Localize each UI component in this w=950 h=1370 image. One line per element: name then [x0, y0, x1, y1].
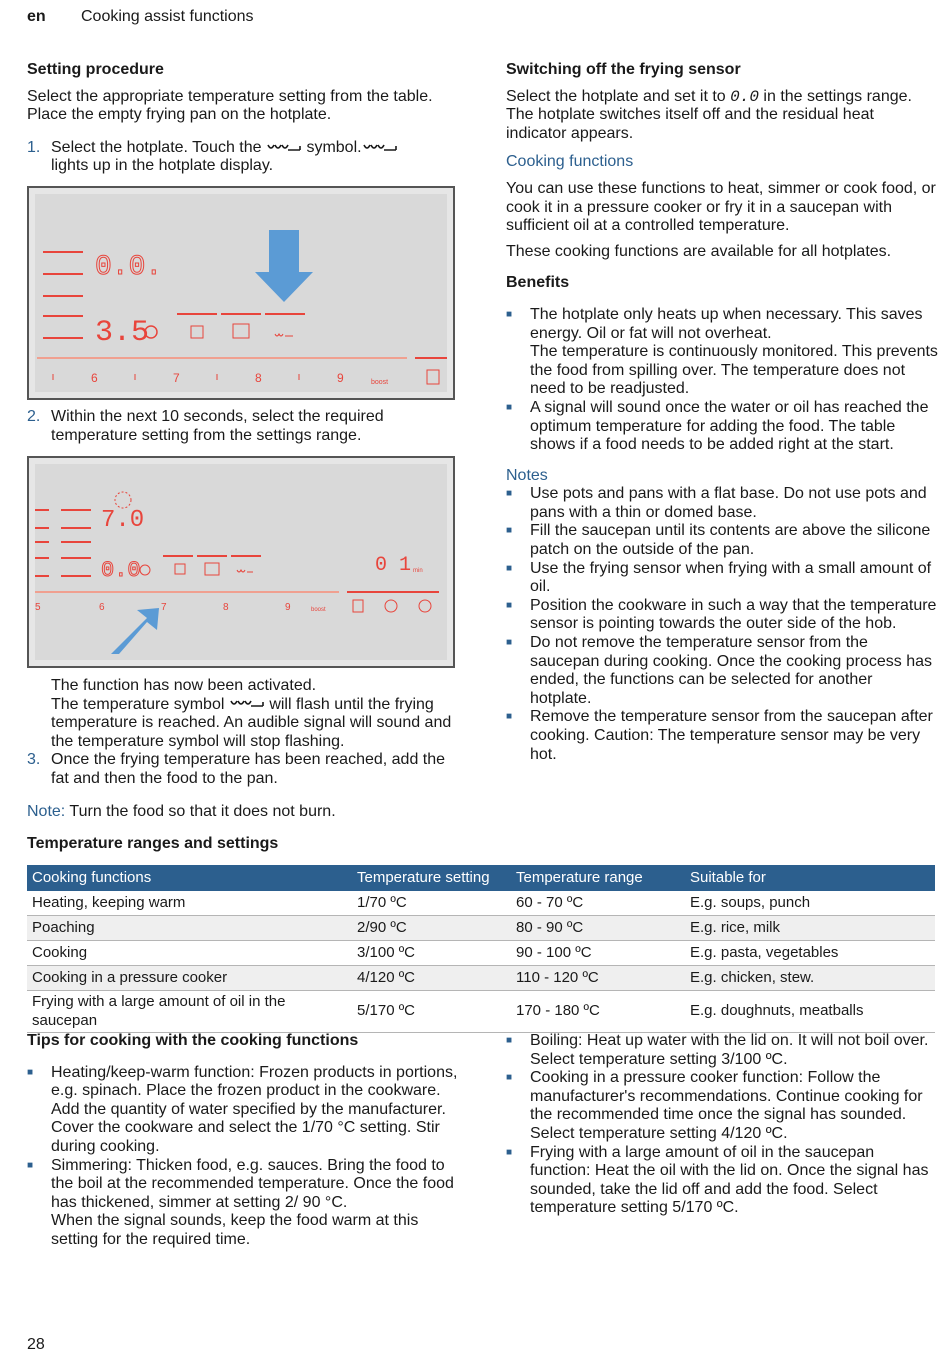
- step-2-block: [27, 408, 459, 445]
- table-cell: Cooking: [27, 941, 352, 966]
- setting-value: 0.0: [730, 87, 759, 106]
- switch-off-text-a: Select the hotplate and set it to: [506, 87, 726, 105]
- step-3: [27, 751, 459, 788]
- list-item: ■ Use the frying sensor when frying with a small amount of oil.: [506, 560, 938, 597]
- list-item: ■ Do not remove the temperature sensor from the saucepan during cooking. Once the cooking process has ended, the functions can be selected for another hotplate.: [506, 634, 938, 708]
- up-arrow-icon: [111, 608, 159, 654]
- note: [27, 803, 459, 822]
- cooking-functions-heading: Cooking functions: [506, 153, 634, 171]
- step-3-text: Once the frying temperature has been reached, add the fat and then the food to the pan.: [51, 751, 446, 787]
- list-item: ■ Position the cookware in such a way that the temperature sensor is pointing towards the outer side of the hob.: [506, 597, 938, 634]
- switch-off-heading: Switching off the frying sensor: [506, 61, 741, 78]
- list-item: ■ The hotplate only heats up when necessary. This saves energy. Oil or fat will not overheat. The temperature is continuously monitored. This prevents the food from spilling over. The temperature does not need to be readjusted.: [506, 306, 938, 399]
- list-item: ■ Frying with a large amount of oil in the saucepan function: Heat the oil with the lid on. Once the signal has sounded, take the lid off and add the food. Select temperature setting 5/170 ºC.: [506, 1144, 938, 1218]
- switch-off-text: [506, 88, 938, 144]
- scale-5: 5: [35, 602, 41, 613]
- table-cell: 90 - 100 ºC: [511, 941, 685, 966]
- panel-2-display: [29, 458, 453, 666]
- table-cell: 5/170 ºC: [352, 991, 511, 1033]
- table-cell: 110 - 120 ºC: [511, 966, 685, 991]
- boost-label: boost: [371, 379, 389, 386]
- step-1: [27, 139, 459, 176]
- temperature-symbol-text-a: The temperature symbol: [51, 695, 225, 713]
- table-header-row: [27, 865, 935, 891]
- setting-procedure-section: [27, 61, 459, 176]
- activation-block: [27, 677, 459, 854]
- column-header: Temperature setting: [352, 865, 511, 891]
- cooking-functions-text-2: These cooking functions are available for all hotplates.: [506, 242, 892, 260]
- list-item: ■ Boiling: Heat up water with the lid on. It will not boil over. Select temperature setting 3/100 ºC.: [506, 1032, 938, 1069]
- table-cell: 2/90 ºC: [352, 916, 511, 941]
- column-header: Temperature range: [511, 865, 685, 891]
- column-header: Suitable for: [685, 865, 935, 891]
- hourglass-icon: [353, 600, 363, 612]
- note-text: Turn the food so that it does not burn.: [69, 802, 336, 820]
- table-cell: E.g. pasta, vegetables: [685, 941, 935, 966]
- scale-6: 6: [91, 371, 98, 385]
- benefits-heading: Benefits: [506, 274, 570, 292]
- timer-display: 0 1: [375, 554, 412, 577]
- table-cell: E.g. soups, punch: [685, 891, 935, 916]
- right-column: [506, 61, 938, 764]
- table-row: [27, 941, 935, 966]
- down-arrow-icon: [255, 230, 313, 302]
- frying-sensor-icon: [362, 142, 398, 154]
- notes-list: [506, 485, 938, 764]
- table-cell: Poaching: [27, 916, 352, 941]
- step-number: 3.: [27, 751, 41, 769]
- setting-procedure-heading: Setting procedure: [27, 61, 164, 78]
- tips-section: [27, 1032, 459, 1250]
- hourglass-icon: [427, 370, 439, 384]
- list-item: ■ Use pots and pans with a flat base. Do not use pots and pans with a thin or domed base.: [506, 485, 938, 522]
- temperature-ranges-heading: Temperature ranges and settings: [27, 835, 279, 853]
- frying-sensor-icon: [266, 142, 302, 154]
- language-code: en: [27, 8, 46, 25]
- note-label: Note:: [27, 802, 66, 820]
- program-icon: [205, 563, 219, 575]
- switch-off-text-b: in the settings range. The hotplate switches itself off and the residual heat indicator appears.: [506, 87, 912, 142]
- scale-8: 8: [223, 602, 229, 613]
- table-row: [27, 891, 935, 916]
- table-cell: E.g. rice, milk: [685, 916, 935, 941]
- scale-9: 9: [337, 371, 344, 385]
- panel-1-display: [29, 188, 453, 398]
- boost-label: boost: [311, 607, 326, 613]
- scale-8: 8: [255, 371, 262, 385]
- menu-icon: [191, 326, 203, 338]
- list-item: ■ Cooking in a pressure cooker function: Follow the manufacturer's recommendations. Continue cooking for the recommended time once the signal has sounded. Select temperature setting 4/120 ºC.: [506, 1069, 938, 1143]
- step-number: 2.: [27, 408, 41, 425]
- min-label: min: [413, 568, 423, 574]
- section-title: Cooking assist functions: [81, 8, 254, 25]
- step-1-text-b: symbol.: [306, 138, 362, 156]
- cooking-functions-text-1: You can use these functions to heat, simmer or cook food, or cook it in a pressure cooker or fry it in a saucepan with sufficient oil at a controlled temperature.: [506, 179, 936, 235]
- table-cell: 80 - 90 ºC: [511, 916, 685, 941]
- table-cell: E.g. doughnuts, meatballs: [685, 991, 935, 1033]
- list-item: ■ Fill the saucepan until its contents are above the silicone patch on the outside of the pan.: [506, 522, 938, 559]
- table-row: [27, 966, 935, 991]
- table-cell: 3/100 ºC: [352, 941, 511, 966]
- scale-7: 7: [161, 602, 167, 613]
- step-number: 1.: [27, 138, 41, 156]
- list-item: ■ Remove the temperature sensor from the saucepan after cooking. Caution: The temperature sensor may be very hot.: [506, 708, 938, 764]
- panel-1-digit-bottom: 3.5: [95, 316, 150, 350]
- scale-9: 9: [285, 602, 291, 613]
- table-row: [27, 916, 935, 941]
- flashing-temperature-icon: [115, 492, 131, 508]
- temperature-table: [27, 865, 935, 1033]
- scale-6: 6: [99, 602, 105, 613]
- step-2: [27, 408, 459, 445]
- hob-control-panel-2: [27, 456, 455, 668]
- setting-procedure-text: Select the appropriate temperature setting from the table. Place the empty frying pan on the hotplate.: [27, 87, 433, 124]
- list-item: ■ A signal will sound once the water or oil has reached the optimum temperature for adding the food. The table shows if a food needs to be added right at the start.: [506, 399, 938, 455]
- table-cell: 170 - 180 ºC: [511, 991, 685, 1033]
- frying-sensor-icon: [275, 334, 293, 336]
- activated-text: The function has now been activated.: [51, 677, 317, 694]
- step-2-text: Within the next 10 seconds, select the required temperature setting from the settings range.: [51, 408, 384, 444]
- timer-icon: [385, 600, 397, 612]
- page-number: 28: [27, 1336, 45, 1353]
- frying-sensor-icon: [237, 570, 253, 572]
- column-header: Cooking functions: [27, 865, 352, 891]
- scale-7: 7: [173, 371, 180, 385]
- tips-list-right: [506, 1032, 938, 1218]
- table-cell: E.g. chicken, stew.: [685, 966, 935, 991]
- program-icon: [233, 324, 249, 338]
- panel-2-digit-top: 7.0: [101, 507, 145, 534]
- temperature-symbol-text-b: will flash until the frying temperature is reached. An audible signal will sound and the temperature symbol will stop flashing.: [51, 695, 452, 750]
- frying-sensor-icon: [229, 698, 265, 710]
- table-cell: Heating, keeping warm: [27, 891, 352, 916]
- panel-2-digit-bottom: 0.0: [101, 558, 141, 583]
- timer-icon: [140, 565, 150, 575]
- step-1-text-a: Select the hotplate. Touch the: [51, 138, 262, 156]
- tips-heading: Tips for cooking with the cooking functions: [27, 1032, 359, 1049]
- list-item: ■ Simmering: Thicken food, e.g. sauces. Bring the food to the boil at the recommended temperature. Once the food has thickened, simmer at setting 2/ 90 °C. When the signal sounds, keep the food warm at this setting for the required time.: [27, 1157, 459, 1250]
- menu-icon: [175, 564, 185, 574]
- tips-list-left: [27, 1064, 459, 1250]
- benefits-list: [506, 306, 938, 455]
- notes-heading: Notes: [506, 466, 548, 484]
- hob-control-panel-1: [27, 186, 455, 400]
- table-cell: 4/120 ºC: [352, 966, 511, 991]
- stopwatch-icon: [419, 600, 431, 612]
- table-cell: 60 - 70 ºC: [511, 891, 685, 916]
- table-cell: 1/70 ºC: [352, 891, 511, 916]
- table-cell: Cooking in a pressure cooker: [27, 966, 352, 991]
- table-row: [27, 991, 935, 1033]
- panel-1-digit-top: 0.0.: [95, 252, 163, 283]
- list-item: ■ Heating/keep-warm function: Frozen products in portions, e.g. spinach. Place the frozen product in the cookware. Add the quantity of water specified by the manufacturer. Cover the cookware and select the 1/70 °C setting. Stir during cooking.: [27, 1064, 459, 1157]
- step-1-text-c: lights up in the hotplate display.: [51, 157, 274, 175]
- table-cell: Frying with a large amount of oil in the saucepan: [27, 991, 352, 1033]
